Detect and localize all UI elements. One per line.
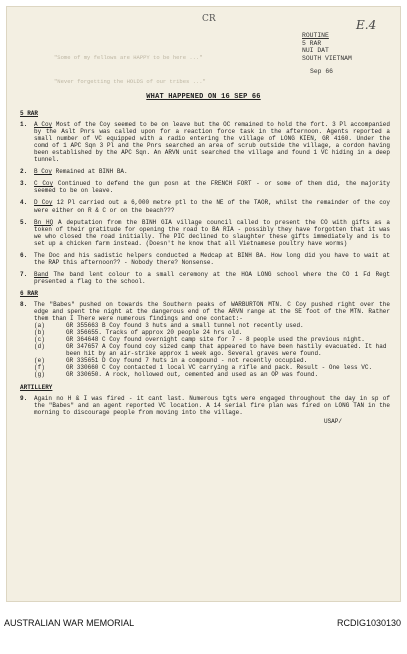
paragraph: 8. The "Babes" pushed on towards the Southern peaks of WARBURTON MTN. C Coy pushed right over the edge and spent the night at the dangerous end of the ARVN range at the SE foot of the MTN. Rather them than I There were numerous findings and one contact:-: [20, 300, 390, 323]
paragraph: 9. Again no H & I was fired - it cant last. Numerous tgts were engaged throughout the day in sp of the "Babes" and an agent reported VC location. A 14 serial fire plan was fired on LONG TAN in the morning to discourage people from moving into the village.: [20, 394, 390, 416]
document-title: WHAT HAPPENED ON 16 SEP 66: [146, 93, 261, 101]
section-heading: ARTILLERY: [20, 383, 53, 391]
paragraph: 3. C Coy Continued to defend the gun posn at the FRENCH FORT - or some of them did, the majority seemed to be on leave.: [20, 180, 390, 195]
section-heading: 5 RAR: [20, 110, 39, 117]
paragraph: 6. The Doc and his sadistic helpers conducted a Medcap at BINH BA. How long did you have to wait at the RAP this afternoon?? - Nobody there? Nonsense.: [20, 251, 390, 266]
handwritten-mark: CR: [202, 14, 216, 24]
list-item: (a) GR 355663 B Coy found 3 huts and a small tunnel not recently used.: [34, 322, 304, 330]
list-item: (e) GR 335651 D Coy found 7 huts in a compound - not recently occupied.: [34, 357, 308, 365]
page-reference-handwritten: E.4: [356, 18, 377, 32]
bleed-through-text: "Some of my fellows are HAPPY to be here ..." "Never forgetting the HOLDS of our tribes ...": [54, 54, 206, 85]
section-heading: 6 RAR: [20, 289, 39, 297]
list-item: (b) GR 356655. Tracks of approx 20 people 24 hrs old.: [34, 329, 243, 337]
list-item: (d) GR 347657 A Coy found coy sized camp that appeared to have been hastily evacuated. It had been hit by an air-strike approx 1 week ago. Several graves were found.: [34, 343, 387, 358]
list-item: (g) GR 330650. A rock, hollowed out, cemented and used as an OP was found.: [34, 371, 319, 379]
address-location: NUI DAT: [302, 47, 329, 54]
paragraph: 2. B Coy Remained at BINH BA.: [20, 168, 128, 176]
address-country: SOUTH VIETNAM: [302, 54, 352, 62]
list-item: (f) GR 330660 C Coy contacted 1 local VC carrying a rifle and pack. Result - One less VC.: [34, 364, 373, 372]
signoff: USAP/: [323, 417, 342, 425]
document-date: Sep 66: [310, 68, 334, 75]
list-item: (c) GR 364648 C Coy found overnight camp site for 7 - 8 people used the previous night.: [34, 336, 365, 344]
paragraph: 1. A Coy Most of the Coy seemed to be on leave but the OC remained to hold the fort. 3 Pl accompanied by the Aslt Pnrs was called upon for a reaction force task in the afternoon. Agents reported a small number of VC equipped with a radio entering the village of LONG KIEN, GR 4160. Under the comd of 1 APC Sqn 3 Pl and the Pnrs searched an area of scrub outside the village, a cordon having been established by the APC Sqn. An ARVN unit searched the village and found 1 VC hiding in a deep tunnel.: [20, 121, 390, 164]
header-address: [302, 32, 352, 62]
paragraph: 7. Band The band lent colour to a small ceremony at the HOA LONG school where the CO 1 Fd Regt presented a flag to the school.: [20, 270, 390, 285]
paragraph: 4. D Coy 12 Pl carried out a 6,000 metre ptl to the NE of the TAOR, whilst the remainder of the coy were either on R & C or on the beach???: [20, 199, 390, 214]
archive-reference: RCDIG1030130: [336, 618, 401, 628]
archive-name: AUSTRALIAN WAR MEMORIAL: [4, 618, 135, 628]
classification: ROUTINE: [302, 32, 329, 39]
archive-footer: [0, 608, 407, 654]
document-body: [20, 110, 390, 425]
address-unit: 5 RAR: [302, 39, 322, 47]
paragraph: 5. Bn HQ A deputation from the BINH GIA village council called to present the CO with gifts as a token of their gratitude for opening the road to BA RIA - possibly they have forgotten that it was we who closed the road initially. The PIC declined to slaughter these gifts immediately and is to set up a chicken farm instead. (Doesn't he know that all Vietnamese poultry have worms): [20, 218, 390, 247]
document-page: [6, 6, 401, 602]
